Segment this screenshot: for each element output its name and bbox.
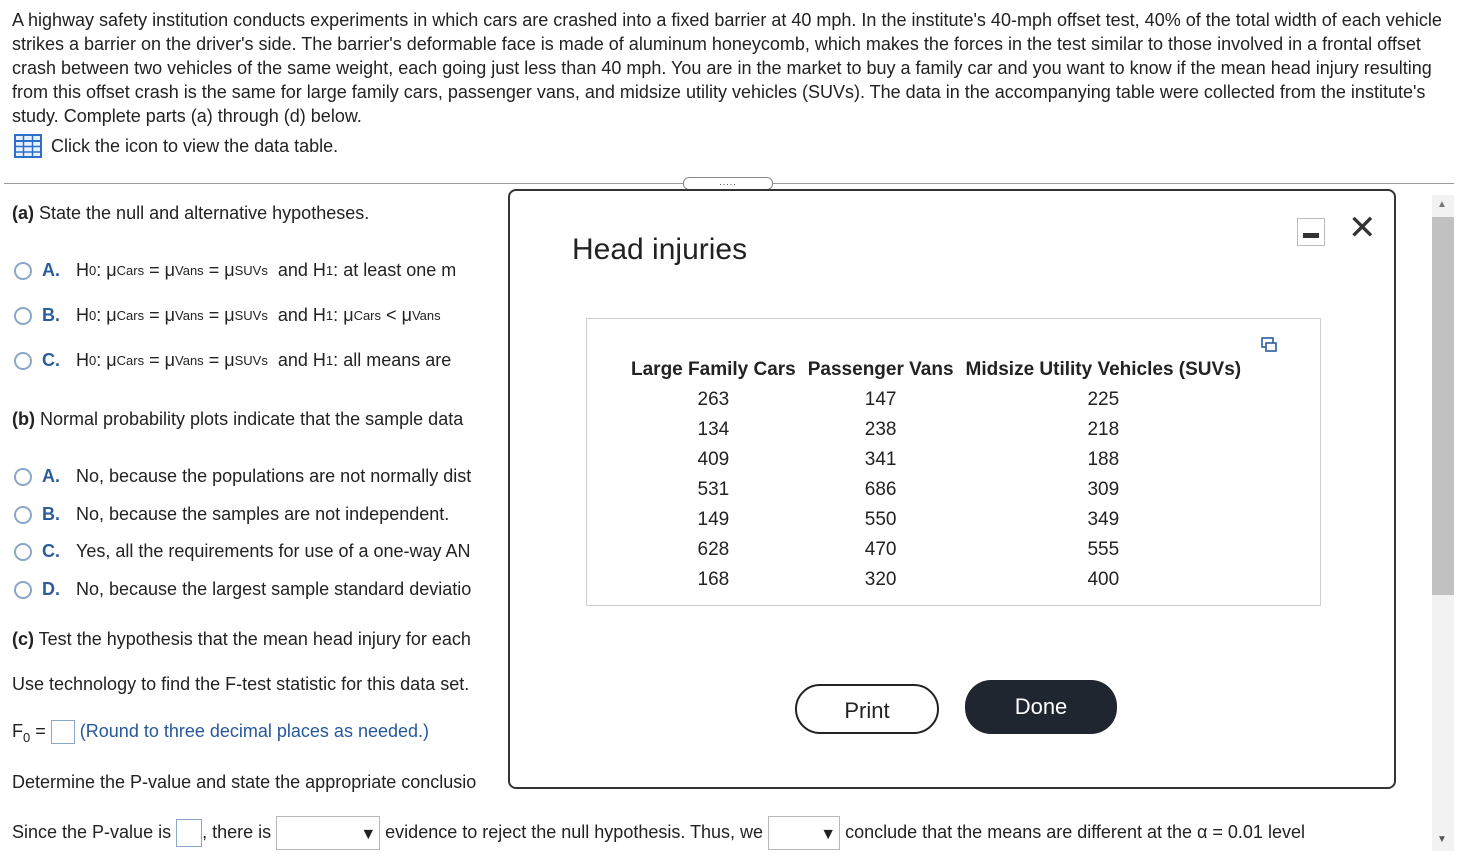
table-cell: 168: [697, 569, 730, 590]
h1-text: at least one m: [343, 260, 457, 280]
scroll-down-icon[interactable]: ▼: [1437, 834, 1447, 845]
table-cell: 188: [1087, 449, 1120, 470]
option-letter: B.: [42, 504, 60, 524]
table-cell: 149: [697, 509, 730, 530]
radio-button[interactable]: [14, 506, 32, 524]
table-cell: 400: [1087, 569, 1120, 590]
mu-symbol: μ: [224, 350, 235, 370]
head-injuries-table: [625, 355, 1247, 595]
and-word: and: [277, 350, 308, 370]
pvalue-input[interactable]: [176, 819, 202, 847]
evidence-text: evidence to reject the null hypothesis. Thus, we: [385, 821, 764, 842]
option-letter: C.: [42, 541, 60, 561]
option-b-c[interactable]: [14, 541, 471, 562]
pvalue-instruction: Determine the P-value and state the appropriate conclusio: [12, 772, 477, 792]
radio-button[interactable]: [14, 352, 32, 370]
h1-text: all means are: [343, 350, 452, 370]
table-cell: 225: [1087, 389, 1120, 410]
mu-symbol: μ: [106, 350, 117, 370]
h-symbol: H: [76, 260, 89, 280]
evidence-dropdown[interactable]: [276, 816, 380, 850]
data-table-modal: [508, 189, 1396, 789]
mu-symbol: μ: [164, 350, 176, 370]
mu-symbol: μ: [401, 305, 412, 325]
radio-button[interactable]: [14, 468, 32, 486]
there-is-text: , there is: [202, 821, 272, 842]
conclusion-dropdown[interactable]: [768, 816, 840, 850]
equals: =: [208, 260, 220, 280]
part-a-question: [12, 202, 369, 224]
mu-symbol: μ: [164, 260, 176, 280]
modal-title: Head injuries: [572, 233, 748, 266]
f-statistic-row: [12, 720, 429, 749]
subscript: Vans: [175, 263, 204, 278]
subscript: Cars: [353, 308, 382, 323]
f-symbol: F: [12, 721, 23, 741]
option-letter: A.: [42, 260, 60, 280]
part-c-prefix: (c): [12, 629, 34, 649]
technology-instruction: Use technology to find the F-test statistic for this data set.: [12, 674, 470, 694]
subscript: Cars: [116, 308, 145, 323]
subscript: 0: [89, 353, 97, 368]
option-text: No, because the largest sample standard deviatio: [76, 579, 472, 599]
table-cell: 531: [697, 479, 730, 500]
mu-symbol: μ: [224, 305, 235, 325]
conclusion-row: [12, 816, 1305, 850]
subscript: Cars: [116, 353, 145, 368]
part-b-prefix: (b): [12, 409, 35, 429]
icon-instruction: Click the icon to view the data table.: [51, 136, 339, 156]
subscript: 0: [89, 308, 97, 323]
part-c-question: [12, 628, 471, 650]
equals: =: [149, 350, 160, 370]
subscript: SUVs: [234, 353, 268, 368]
colon: :: [333, 305, 339, 325]
subscript: Vans: [411, 308, 441, 323]
table-cell: 409: [697, 449, 730, 470]
option-letter: A.: [42, 466, 60, 486]
table-cell: 238: [864, 419, 897, 440]
subscript: 1: [325, 263, 334, 278]
h-symbol: H: [312, 350, 326, 370]
radio-button[interactable]: [14, 307, 32, 325]
option-a-hypothesis[interactable]: [14, 260, 456, 281]
column-header: Large Family Cars: [631, 359, 796, 380]
column-header: Passenger Vans: [807, 359, 954, 380]
colon: :: [96, 260, 102, 280]
table-cell: 470: [864, 539, 897, 560]
colon: :: [96, 350, 102, 370]
subscript: 0: [23, 730, 31, 745]
print-button[interactable]: Print: [795, 684, 939, 734]
part-a-prefix: (a): [12, 203, 34, 223]
table-row: [625, 415, 1247, 445]
colon: :: [96, 305, 102, 325]
mu-symbol: μ: [164, 305, 176, 325]
problem-statement: A highway safety institution conducts experiments in which cars are crashed into a fixed barrier at 40 mph. In the institute's 40-mph offset test, 40% of the total width of each vehicle strikes a barrier on the driver's side. The barrier's deformable face is made of aluminum honeycomb, which makes the forces in the test similar to those involved in a frontal offset crash between two vehicles of the same weight, each going just less than 40 mph. You are in the market to buy a family car and you want to know if the mean head injury resulting from this offset crash is the same for large family cars, passenger vans, and midsize utility vehicles (SUVs). The data in the accompanying table were collected from the institute's study. Complete parts (a) through (d) below.: [12, 10, 1442, 126]
table-cell: 263: [697, 389, 730, 410]
h-symbol: H: [76, 305, 89, 325]
subscript: 0: [89, 263, 97, 278]
equals: =: [35, 721, 46, 741]
h-symbol: H: [312, 260, 326, 280]
data-table-link[interactable]: [14, 134, 338, 158]
equals: =: [208, 305, 220, 325]
part-a-text: State the null and alternative hypotheses.: [34, 203, 370, 223]
mu-symbol: μ: [224, 260, 235, 280]
table-row: [625, 505, 1247, 535]
part-b-text: Normal probability plots indicate that the sample data: [34, 409, 464, 429]
mu-symbol: μ: [343, 305, 354, 325]
subscript: SUVs: [234, 308, 268, 323]
table-cell: 555: [1087, 539, 1120, 560]
data-panel: [586, 318, 1321, 606]
less-than: <: [386, 305, 397, 325]
equals: =: [208, 350, 220, 370]
table-cell: 320: [864, 569, 897, 590]
table-cell: 686: [864, 479, 897, 500]
option-letter: D.: [42, 579, 60, 599]
table-row: [625, 445, 1247, 475]
table-icon[interactable]: [14, 134, 42, 158]
radio-button[interactable]: [14, 262, 32, 280]
table-row: [625, 385, 1247, 415]
subscript: Vans: [175, 353, 204, 368]
table-row: [625, 535, 1247, 565]
radio-button[interactable]: [14, 543, 32, 561]
done-button[interactable]: Done: [965, 680, 1117, 734]
option-b-a[interactable]: [14, 466, 471, 487]
copy-icon[interactable]: [1260, 336, 1278, 354]
colon: :: [333, 350, 339, 370]
table-header-row: [625, 355, 1247, 385]
option-b-b[interactable]: [14, 504, 449, 525]
colon: :: [333, 260, 339, 280]
table-row: [625, 475, 1247, 505]
mu-symbol: μ: [106, 305, 117, 325]
and-word: and: [277, 260, 308, 280]
round-note: (Round to three decimal places as needed.): [79, 721, 430, 741]
option-letter: B.: [42, 305, 60, 325]
radio-button[interactable]: [14, 581, 32, 599]
conclude-text: conclude that the means are different at the α = 0.01 level: [845, 821, 1305, 842]
subscript: SUVs: [234, 263, 268, 278]
table-cell: 628: [697, 539, 730, 560]
dropdown-arrow-icon: ▼: [360, 826, 377, 843]
h-symbol: H: [76, 350, 89, 370]
scrollbar-thumb[interactable]: [1432, 217, 1454, 595]
mu-symbol: μ: [106, 260, 117, 280]
scroll-up-icon[interactable]: ▲: [1437, 199, 1447, 210]
f-statistic-input[interactable]: [51, 720, 75, 744]
table-cell: 550: [864, 509, 897, 530]
option-letter: C.: [42, 350, 60, 370]
table-row: [625, 565, 1247, 595]
option-text: No, because the samples are not independent.: [76, 504, 450, 524]
option-b-d[interactable]: [14, 579, 471, 600]
part-b-question: [12, 408, 463, 430]
minimize-icon[interactable]: [1297, 218, 1325, 246]
subscript: 1: [325, 353, 334, 368]
table-cell: 341: [864, 449, 897, 470]
table-cell: 218: [1087, 419, 1120, 440]
option-text: No, because the populations are not normally dist: [76, 466, 472, 486]
option-b-hypothesis[interactable]: [14, 305, 441, 326]
and-word: and: [277, 305, 308, 325]
column-header: Midsize Utility Vehicles (SUVs): [965, 359, 1242, 380]
resize-grip[interactable]: .....: [683, 177, 773, 190]
table-cell: 309: [1087, 479, 1120, 500]
subscript: Cars: [116, 263, 145, 278]
option-text: Yes, all the requirements for use of a one-way AN: [76, 541, 471, 561]
since-text: Since the P-value is: [12, 821, 172, 842]
equals: =: [149, 260, 160, 280]
part-c-text: Test the hypothesis that the mean head injury for each: [34, 629, 471, 649]
equals: =: [149, 305, 160, 325]
close-icon[interactable]: ✕: [1348, 209, 1377, 247]
h-symbol: H: [312, 305, 326, 325]
table-cell: 147: [864, 389, 897, 410]
dropdown-arrow-icon: ▼: [820, 826, 837, 843]
table-cell: 134: [697, 419, 730, 440]
option-c-hypothesis[interactable]: [14, 350, 451, 371]
subscript: 1: [325, 308, 334, 323]
subscript: Vans: [175, 308, 204, 323]
table-cell: 349: [1087, 509, 1120, 530]
